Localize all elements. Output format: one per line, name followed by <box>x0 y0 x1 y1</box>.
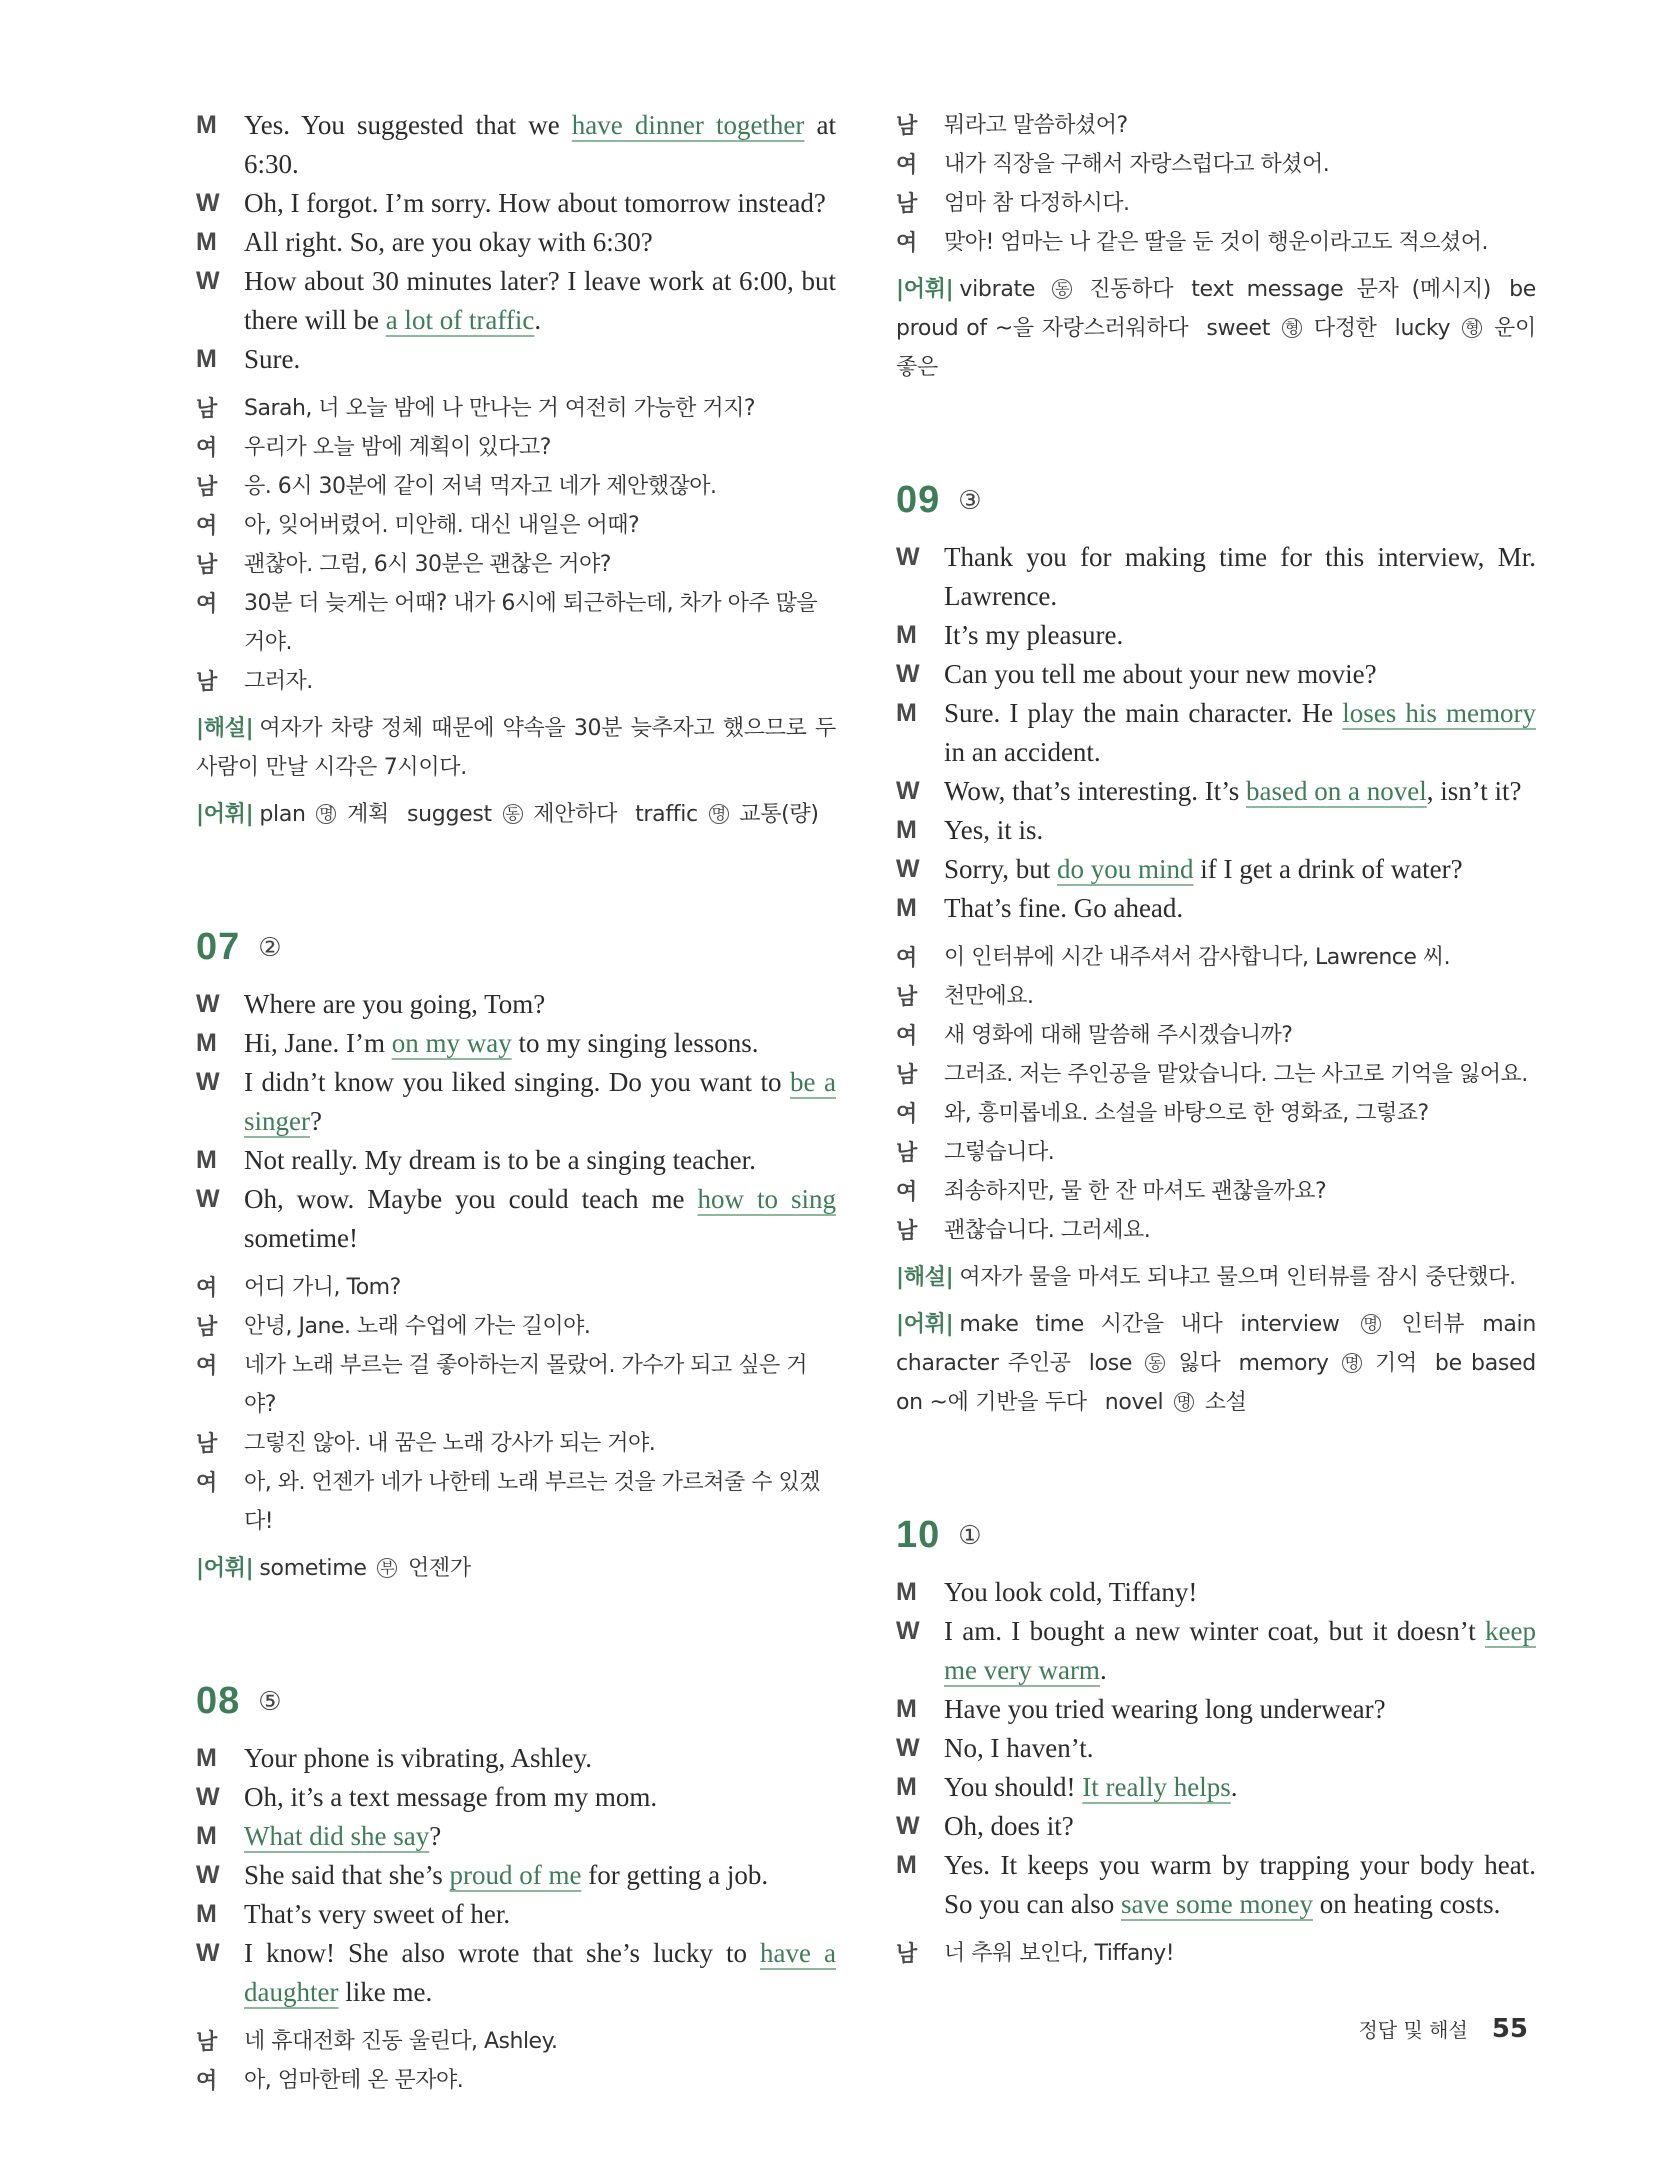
key-phrase: loses his memory <box>1342 698 1536 728</box>
q09-header <box>896 479 1536 522</box>
answer-choice: ② <box>258 932 282 962</box>
speaker-label: 여 <box>896 1179 917 1204</box>
q10-header <box>896 1514 1536 1557</box>
vocab-label: |어휘| <box>896 1312 954 1337</box>
explanation-label: |해설| <box>896 1265 954 1290</box>
speaker-label: 여 <box>896 1101 917 1126</box>
vocab-word: traffic <box>635 802 698 827</box>
translation-line <box>896 1211 1536 1250</box>
line-text: ? <box>309 1106 322 1136</box>
vocab-meaning: ~을 자랑스러워하다 <box>994 316 1189 341</box>
translation-line <box>196 467 836 506</box>
line-text: All right. So, are you okay with 6:30? <box>244 227 653 257</box>
translation-text: 아, 엄마한테 온 문자야. <box>244 2068 464 2093</box>
vocab-word: lucky <box>1394 316 1451 341</box>
speaker-label: W <box>896 543 920 571</box>
right-column <box>896 106 1536 1973</box>
line-text: Your phone is vibrating, Ashley. <box>244 1743 593 1773</box>
q09-translation <box>896 938 1536 1250</box>
vocab-word: suggest <box>407 802 492 827</box>
dialogue-line <box>896 694 1536 772</box>
dialogue-line <box>196 1739 836 1778</box>
translation-text: 30분 더 늦게는 어때? 내가 6시에 퇴근하는데, 차가 아주 많을 거야. <box>244 591 818 655</box>
vocab-word: make time <box>959 1312 1084 1337</box>
vocab-meaning: 문자 (메시지) <box>1356 277 1492 302</box>
q10-translation <box>896 1934 1536 1973</box>
part-of-speech-badge: 명 <box>316 804 336 824</box>
explanation-text: 여자가 차량 정체 때문에 약속을 30분 늦추자고 했으므로 두 사람이 만날 시각은 7시이다. <box>196 716 836 780</box>
translation-line <box>196 1424 836 1463</box>
translation-line <box>896 1055 1536 1094</box>
q08-translation <box>196 2022 836 2100</box>
part-of-speech-badge: 부 <box>377 1558 397 1578</box>
vocab-meaning: 다정한 <box>1313 316 1377 341</box>
q09-vocab <box>896 1305 1536 1422</box>
vocab-meaning: ~에 기반을 두다 <box>929 1390 1087 1415</box>
speaker-label: M <box>896 1851 917 1879</box>
dialogue-line <box>196 1180 836 1258</box>
explanation-label: |해설| <box>196 716 254 741</box>
speaker-label: M <box>196 1900 217 1928</box>
translation-line <box>896 1934 1536 1973</box>
translation-line <box>896 1172 1536 1211</box>
translation-text: 괜찮습니다. 그러세요. <box>944 1218 1151 1243</box>
speaker-label: W <box>196 1185 220 1213</box>
speaker-label: 남 <box>196 396 217 421</box>
line-text: You should! <box>944 1772 1083 1802</box>
dialogue-line <box>896 538 1536 616</box>
q09-dialogue <box>896 538 1536 928</box>
question-number: 07 <box>196 926 241 968</box>
line-text: . <box>534 305 542 335</box>
answer-choice: ① <box>958 1520 982 1550</box>
speaker-label: 남 <box>896 1062 917 1087</box>
translation-text: 죄송하지만, 물 한 잔 마셔도 괜찮을까요? <box>944 1179 1327 1204</box>
dialogue-line <box>896 811 1536 850</box>
speaker-label: M <box>896 699 917 727</box>
speaker-label: 여 <box>196 1470 217 1495</box>
dialogue-line <box>896 1729 1536 1768</box>
key-phrase: be a singer <box>244 1067 836 1136</box>
q06-translation <box>196 389 836 701</box>
translation-line <box>196 662 836 701</box>
key-phrase: on my way <box>391 1028 512 1058</box>
speaker-label: 남 <box>196 2029 217 2054</box>
line-text: if I get a drink of water? <box>1193 854 1463 884</box>
translation-line <box>896 106 1536 145</box>
translation-line <box>196 1268 836 1307</box>
line-text: on heating costs. <box>1312 1889 1501 1919</box>
line-text: That’s very sweet of her. <box>244 1899 511 1929</box>
vocab-word: plan <box>259 802 306 827</box>
line-text: Not really. My dream is to be a singing teacher. <box>244 1145 756 1175</box>
speaker-label: M <box>896 894 917 922</box>
translation-text: 우리가 오늘 밤에 계획이 있다고? <box>244 435 551 460</box>
line-text: I know! She also wrote that she’s lucky to <box>244 1938 761 1968</box>
speaker-label: 여 <box>896 1023 917 1048</box>
speaker-label: 여 <box>896 152 917 177</box>
speaker-label: 남 <box>896 113 917 138</box>
dialogue-line <box>196 1817 836 1856</box>
dialogue-line <box>196 1934 836 2012</box>
translation-line <box>196 1346 836 1424</box>
speaker-label: 남 <box>896 1941 917 1966</box>
translation-line <box>896 145 1536 184</box>
translation-line <box>896 977 1536 1016</box>
part-of-speech-badge: 동 <box>1145 1353 1165 1373</box>
line-text: No, I haven’t. <box>944 1733 1094 1763</box>
key-phrase: It really helps <box>1082 1772 1231 1802</box>
dialogue-line <box>196 1024 836 1063</box>
speaker-label: M <box>196 111 217 139</box>
vocab-label: |어휘| <box>196 1556 254 1581</box>
translation-text: 안녕, Jane. 노래 수업에 가는 길이야. <box>244 1314 591 1339</box>
dialogue-line <box>896 655 1536 694</box>
line-text: like me. <box>338 1977 433 2007</box>
speaker-label: 여 <box>196 2068 217 2093</box>
key-phrase: how to sing <box>697 1184 836 1214</box>
vocab-meaning: 주인공 <box>1007 1351 1071 1376</box>
translation-line <box>196 506 836 545</box>
speaker-label: 남 <box>196 474 217 499</box>
q08-translation-cont <box>896 106 1536 262</box>
q08-header <box>196 1680 836 1723</box>
speaker-label: 여 <box>196 513 217 538</box>
dialogue-line <box>896 1807 1536 1846</box>
dialogue-line <box>896 1768 1536 1807</box>
question-number: 09 <box>896 479 941 521</box>
dialogue-line <box>896 889 1536 928</box>
translation-line <box>196 2022 836 2061</box>
vocab-meaning: 운이 좋은 <box>896 316 1536 380</box>
translation-text: 엄마 참 다정하시다. <box>944 191 1130 216</box>
line-text: She said that she’s <box>244 1860 450 1890</box>
speaker-label: W <box>196 1939 220 1967</box>
line-text: in an accident. <box>944 737 1101 767</box>
line-text: Wow, that’s interesting. It’s <box>944 776 1247 806</box>
line-text: Sure. <box>244 344 301 374</box>
left-column <box>196 106 836 2100</box>
key-phrase: based on a novel <box>1246 776 1427 806</box>
speaker-label: M <box>896 1578 917 1606</box>
part-of-speech-badge: 명 <box>1361 1314 1381 1334</box>
translation-text: 아, 잊어버렸어. 미안해. 대신 내일은 어때? <box>244 513 640 538</box>
line-text: Oh, does it? <box>944 1811 1074 1841</box>
vocab-meaning: 진동하다 <box>1089 277 1174 302</box>
translation-text: 너 추워 보인다, Tiffany! <box>944 1941 1175 1966</box>
translation-text: 내가 직장을 구해서 자랑스럽다고 하셨어. <box>944 152 1330 177</box>
translation-text: 괜찮아. 그럼, 6시 30분은 괜찮은 거야? <box>244 552 611 577</box>
speaker-label: M <box>196 1029 217 1057</box>
translation-text: 그렇습니다. <box>944 1140 1055 1165</box>
translation-text: 맞아! 엄마는 나 같은 딸을 둔 것이 행운이라고도 적으셨어. <box>944 230 1489 255</box>
vocab-word: text message <box>1191 277 1344 302</box>
q10-dialogue <box>896 1573 1536 1924</box>
vocab-word: vibrate <box>959 277 1036 302</box>
speaker-label: M <box>196 1146 217 1174</box>
speaker-label: W <box>196 267 220 295</box>
q07-vocab <box>196 1549 836 1588</box>
dialogue-line <box>196 184 836 223</box>
translation-line <box>896 938 1536 977</box>
line-text: Have you tried wearing long underwear? <box>944 1694 1386 1724</box>
dialogue-line <box>196 223 836 262</box>
speaker-label: 여 <box>196 591 217 616</box>
vocab-meaning: 언젠가 <box>407 1556 471 1581</box>
speaker-label: M <box>896 1695 917 1723</box>
speaker-label: M <box>196 345 217 373</box>
translation-text: Sarah, 너 오늘 밤에 나 만나는 거 여전히 가능한 거지? <box>244 396 756 421</box>
translation-line <box>196 2061 836 2100</box>
line-text: Yes. You suggested that we <box>244 110 572 140</box>
q07-translation <box>196 1268 836 1541</box>
speaker-label: 남 <box>196 1431 217 1456</box>
speaker-label: 남 <box>196 552 217 577</box>
q06-dialogue <box>196 106 836 379</box>
line-text: Yes, it is. <box>944 815 1044 845</box>
speaker-label: W <box>196 990 220 1018</box>
speaker-label: 여 <box>896 945 917 970</box>
q07-header <box>196 926 836 969</box>
line-text: Hi, Jane. I’m <box>244 1028 392 1058</box>
translation-text: 그렇진 않아. 내 꿈은 노래 강사가 되는 거야. <box>244 1431 656 1456</box>
page-number: 55 <box>1491 2014 1528 2044</box>
vocab-word: memory <box>1238 1351 1329 1376</box>
part-of-speech-badge: 동 <box>1052 279 1072 299</box>
key-phrase: save some money <box>1120 1889 1313 1919</box>
translation-text: 그러자. <box>244 669 313 694</box>
line-text: to my singing lessons. <box>511 1028 759 1058</box>
line-text: Can you tell me about your new movie? <box>944 659 1377 689</box>
translation-text: 천만에요. <box>944 984 1034 1009</box>
dialogue-line <box>896 1846 1536 1924</box>
q08-vocab <box>896 270 1536 387</box>
translation-line <box>896 184 1536 223</box>
dialogue-line <box>196 985 836 1024</box>
vocab-word: sweet <box>1206 316 1271 341</box>
vocab-word: sometime <box>259 1556 367 1581</box>
speaker-label: M <box>196 1822 217 1850</box>
q09-explanation <box>896 1258 1536 1297</box>
dialogue-line <box>196 1856 836 1895</box>
speaker-label: W <box>896 1734 920 1762</box>
speaker-label: 남 <box>896 1140 917 1165</box>
dialogue-line <box>196 1778 836 1817</box>
dialogue-line <box>896 616 1536 655</box>
speaker-label: 여 <box>896 230 917 255</box>
vocab-meaning: 소설 <box>1204 1390 1247 1415</box>
q07-dialogue <box>196 985 836 1258</box>
key-phrase: proud of me <box>449 1860 582 1890</box>
speaker-label: 남 <box>896 1218 917 1243</box>
translation-line <box>196 389 836 428</box>
dialogue-line <box>196 1141 836 1180</box>
question-number: 10 <box>896 1514 941 1556</box>
line-text: Thank you for making time for this interview, Mr. Lawrence. <box>944 542 1536 611</box>
line-text: That’s fine. Go ahead. <box>944 893 1184 923</box>
speaker-label: 남 <box>896 191 917 216</box>
vocab-word: lose <box>1088 1351 1133 1376</box>
speaker-label: 남 <box>896 984 917 1009</box>
dialogue-line <box>896 1612 1536 1690</box>
speaker-label: M <box>896 621 917 649</box>
dialogue-line <box>196 262 836 340</box>
part-of-speech-badge: 명 <box>709 804 729 824</box>
part-of-speech-badge: 형 <box>1282 318 1302 338</box>
translation-line <box>196 428 836 467</box>
part-of-speech-badge: 동 <box>503 804 523 824</box>
q06-explanation <box>196 709 836 787</box>
translation-line <box>896 1094 1536 1133</box>
vocab-meaning: 잃다 <box>1178 1351 1221 1376</box>
line-text: . <box>1099 1655 1107 1685</box>
dialogue-line <box>896 850 1536 889</box>
dialogue-line <box>896 1690 1536 1729</box>
explanation-text: 여자가 물을 마셔도 되냐고 물으며 인터뷰를 잠시 중단했다. <box>959 1265 1516 1290</box>
translation-line <box>196 584 836 662</box>
translation-line <box>896 223 1536 262</box>
vocab-meaning: 기억 <box>1375 1351 1417 1376</box>
key-phrase: have a daughter <box>244 1938 836 2007</box>
translation-text: 이 인터뷰에 시간 내주셔서 감사합니다, Lawrence 씨. <box>944 945 1451 970</box>
translation-line <box>196 1463 836 1541</box>
line-text: It’s my pleasure. <box>944 620 1124 650</box>
speaker-label: W <box>196 189 220 217</box>
line-text: I didn’t know you liked singing. Do you want to <box>244 1067 790 1097</box>
line-text: . <box>1230 1772 1238 1802</box>
part-of-speech-badge: 형 <box>1462 318 1482 338</box>
speaker-label: M <box>196 228 217 256</box>
question-number: 08 <box>196 1680 241 1722</box>
speaker-label: W <box>896 660 920 688</box>
translation-line <box>896 1016 1536 1055</box>
translation-text: 뭐라고 말씀하셨어? <box>944 113 1128 138</box>
vocab-word: interview <box>1240 1312 1340 1337</box>
translation-text: 아, 와. 언젠가 네가 나한테 노래 부르는 것을 가르쳐줄 수 있겠다! <box>244 1470 820 1534</box>
line-text: sometime! <box>244 1223 358 1253</box>
line-text: Yes. It keeps you warm by trapping your body heat. So you can also <box>944 1850 1536 1919</box>
key-phrase: have dinner together <box>571 110 805 140</box>
dialogue-line <box>196 106 836 184</box>
translation-text: 네가 노래 부르는 걸 좋아하는지 몰랐어. 가수가 되고 싶은 거야? <box>244 1353 807 1417</box>
translation-text: 응. 6시 30분에 같이 저녁 먹자고 네가 제안했잖아. <box>244 474 717 499</box>
dialogue-line <box>196 1063 836 1141</box>
line-text: at 6:30. <box>244 110 836 179</box>
dialogue-line <box>196 1895 836 1934</box>
speaker-label: 남 <box>196 669 217 694</box>
speaker-label: M <box>896 816 917 844</box>
vocab-meaning: 시간을 내다 <box>1100 1312 1223 1337</box>
line-text: ? <box>429 1821 442 1851</box>
translation-text: 새 영화에 대해 말씀해 주시겠습니까? <box>944 1023 1293 1048</box>
speaker-label: W <box>196 1068 220 1096</box>
speaker-label: W <box>896 855 920 883</box>
dialogue-line <box>896 772 1536 811</box>
translation-line <box>196 1307 836 1346</box>
speaker-label: W <box>196 1783 220 1811</box>
speaker-label: M <box>196 1744 217 1772</box>
vocab-label: |어휘| <box>896 277 954 302</box>
speaker-label: 여 <box>196 1353 217 1378</box>
speaker-label: 남 <box>196 1314 217 1339</box>
translation-line <box>196 545 836 584</box>
part-of-speech-badge: 명 <box>1342 1353 1362 1373</box>
translation-text: 와, 흥미롭네요. 소설을 바탕으로 한 영화죠, 그렇죠? <box>944 1101 1429 1126</box>
line-text: Oh, I forgot. I’m sorry. How about tomorrow instead? <box>244 188 826 218</box>
vocab-meaning: 계획 <box>347 802 389 827</box>
line-text: Sure. I play the main character. He <box>944 698 1343 728</box>
line-text: Where are you going, Tom? <box>244 989 546 1019</box>
page-footer <box>1358 2014 1528 2044</box>
key-phrase: a lot of traffic <box>385 305 535 335</box>
line-text: Oh, it’s a text message from my mom. <box>244 1782 658 1812</box>
vocab-word: be based on <box>896 1351 1536 1415</box>
vocab-word: main character <box>896 1312 1536 1376</box>
speaker-label: 여 <box>196 1275 217 1300</box>
vocab-meaning: 교통(량) <box>739 802 819 827</box>
speaker-label: W <box>896 777 920 805</box>
q08-dialogue <box>196 1739 836 2012</box>
vocab-label: |어휘| <box>196 802 254 827</box>
line-text: You look cold, Tiffany! <box>944 1577 1198 1607</box>
translation-line <box>896 1133 1536 1172</box>
speaker-label: W <box>196 1861 220 1889</box>
key-phrase: do you mind <box>1057 854 1194 884</box>
line-text: for getting a job. <box>581 1860 769 1890</box>
line-text: How about 30 minutes later? I leave work at 6:00, but there will be <box>244 266 836 335</box>
translation-text: 그러죠. 저는 주인공을 맡았습니다. 그는 사고로 기억을 잃어요. <box>944 1062 1528 1087</box>
footer-section-label: 정답 및 해설 <box>1358 2018 1468 2042</box>
vocab-word: be proud of <box>896 277 1536 341</box>
dialogue-line <box>896 1573 1536 1612</box>
answer-choice: ⑤ <box>258 1686 282 1716</box>
vocab-meaning: 인터뷰 <box>1401 1312 1465 1337</box>
translation-text: 어디 가니, Tom? <box>244 1275 401 1300</box>
line-text: Sorry, but <box>944 854 1057 884</box>
speaker-label: W <box>896 1812 920 1840</box>
speaker-label: M <box>896 1773 917 1801</box>
speaker-label: W <box>896 1617 920 1645</box>
key-phrase: What did she say <box>244 1821 430 1851</box>
translation-text: 네 휴대전화 진동 울린다, Ashley. <box>244 2029 558 2054</box>
line-text: , isn’t it? <box>1426 776 1522 806</box>
vocab-meaning: 제안하다 <box>533 802 618 827</box>
line-text: I am. I bought a new winter coat, but it doesn’t <box>944 1616 1486 1646</box>
key-phrase: keep me very warm <box>944 1616 1536 1685</box>
part-of-speech-badge: 명 <box>1174 1392 1194 1412</box>
speaker-label: 여 <box>196 435 217 460</box>
answer-choice: ③ <box>958 485 982 515</box>
vocab-word: novel <box>1104 1390 1164 1415</box>
dialogue-line <box>196 340 836 379</box>
line-text: Oh, wow. Maybe you could teach me <box>244 1184 698 1214</box>
q06-vocab <box>196 795 836 834</box>
